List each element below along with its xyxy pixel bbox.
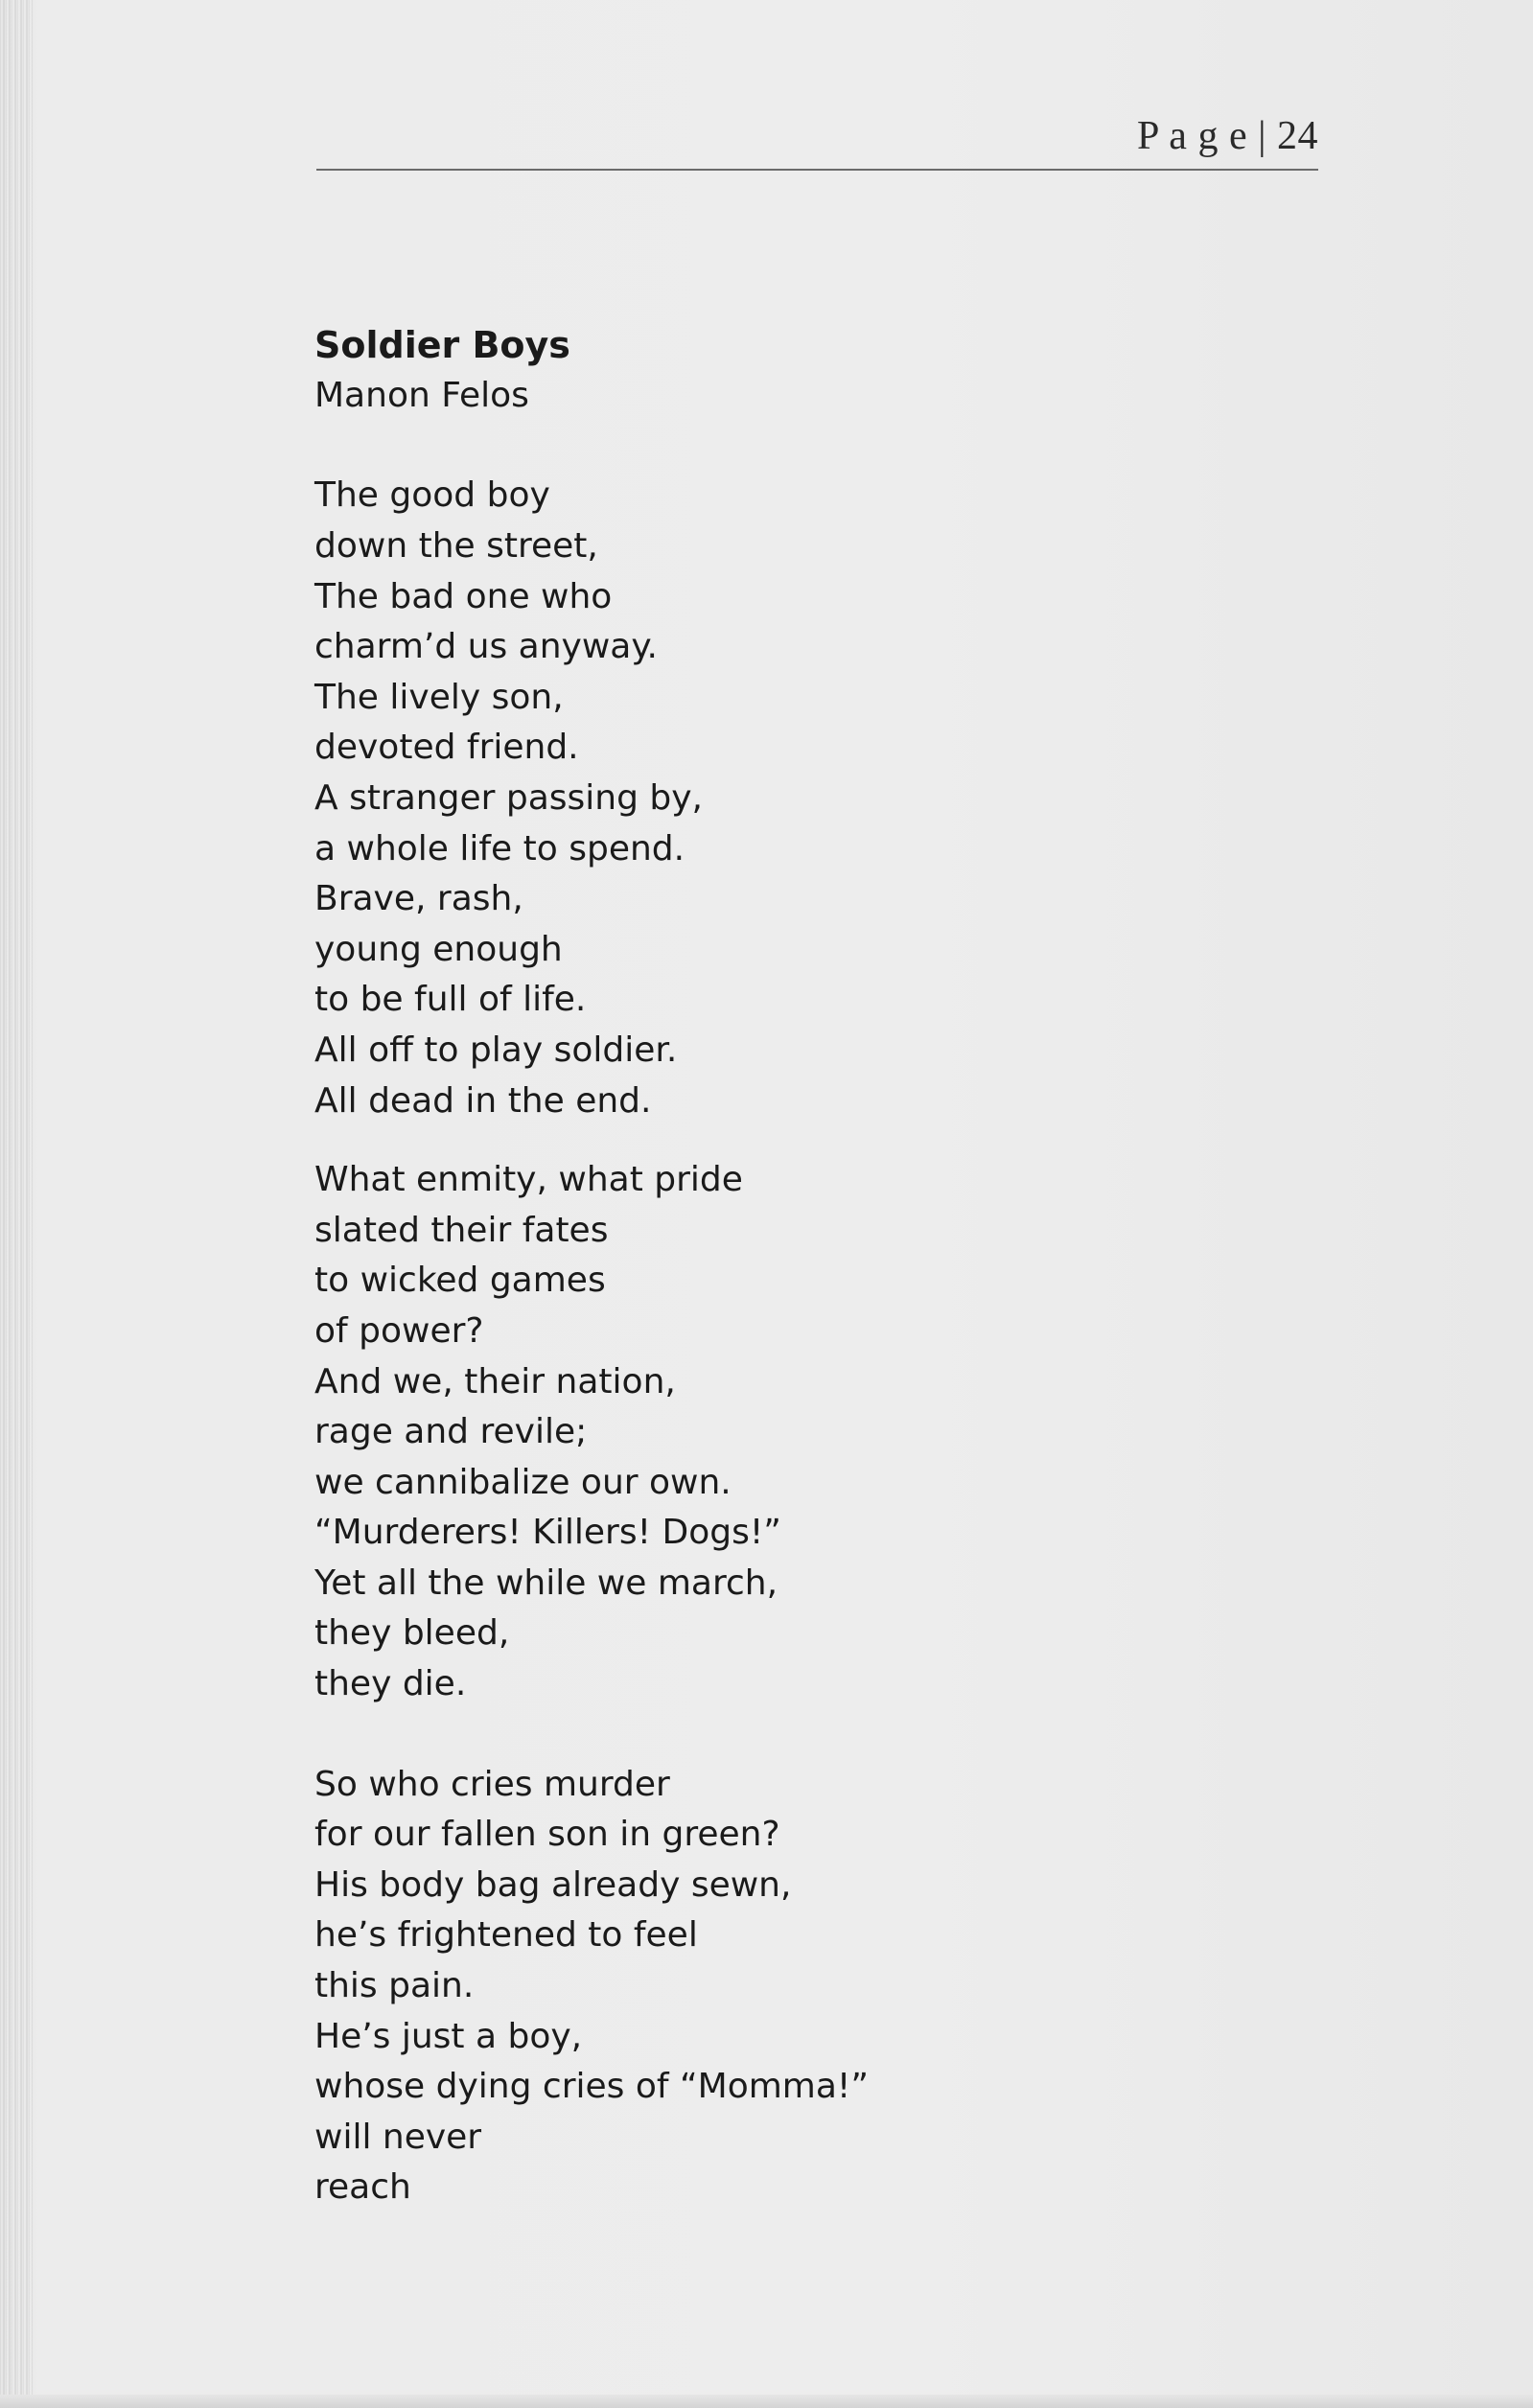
- poem-line: So who cries murder: [314, 1764, 670, 1804]
- poem-line: All dead in the end.: [314, 1080, 652, 1121]
- poem-line: he’s frightened to feel: [314, 1915, 698, 1956]
- poem-line: they bleed,: [314, 1613, 510, 1654]
- poem-line: devoted friend.: [314, 728, 579, 768]
- page-header: [316, 113, 1318, 171]
- poem-line: His body bag already sewn,: [314, 1864, 792, 1905]
- poem-line: And we, their nation,: [314, 1361, 676, 1401]
- poem-line: reach: [314, 2167, 411, 2208]
- page-binding-edge: [0, 0, 33, 2408]
- poem-line: charm’d us anyway.: [314, 627, 658, 667]
- header-rule: [316, 169, 1318, 171]
- poem-line: down the street,: [314, 526, 598, 566]
- stanza-2: [314, 1155, 869, 1710]
- poem-line: for our fallen son in green?: [314, 1815, 780, 1855]
- poem-line: Brave, rash,: [314, 879, 523, 919]
- poem-line: a whole life to spend.: [314, 828, 685, 868]
- poem-line: Yet all the while we march,: [314, 1563, 778, 1603]
- poem-line: The lively son,: [314, 677, 564, 717]
- poem-line: rage and revile;: [314, 1412, 588, 1452]
- poem-line: young enough: [314, 929, 563, 969]
- poem-line: All off to play soldier.: [314, 1030, 678, 1070]
- poem-line: whose dying cries of “Momma!”: [314, 2067, 870, 2107]
- page-number: P a g e | 24: [1137, 114, 1318, 158]
- poem-line: The good boy: [314, 475, 550, 516]
- poem-line: of power?: [314, 1310, 484, 1351]
- poem-line: will never: [314, 2117, 482, 2157]
- poem-line: The bad one who: [314, 576, 613, 616]
- page-bottom-edge: [0, 2395, 1533, 2408]
- poem-line: we cannibalize our own.: [314, 1462, 732, 1502]
- poem-line: What enmity, what pride: [314, 1160, 743, 1200]
- poem-line: He’s just a boy,: [314, 2016, 583, 2056]
- poem: [314, 321, 869, 2213]
- poem-line: A stranger passing by,: [314, 777, 703, 818]
- poem-line: they die.: [314, 1664, 467, 1704]
- poem-title: Soldier Boys: [314, 324, 570, 366]
- poem-line: to be full of life.: [314, 980, 587, 1020]
- poem-line: “Murderers! Killers! Dogs!”: [314, 1513, 781, 1553]
- poem-line: slated their fates: [314, 1210, 609, 1250]
- poem-line: to wicked games: [314, 1261, 606, 1301]
- stanza-3: [314, 1760, 869, 2213]
- poem-line: this pain.: [314, 1966, 475, 2006]
- stanza-1: [314, 471, 869, 1126]
- poem-author: Manon Felos: [314, 376, 529, 415]
